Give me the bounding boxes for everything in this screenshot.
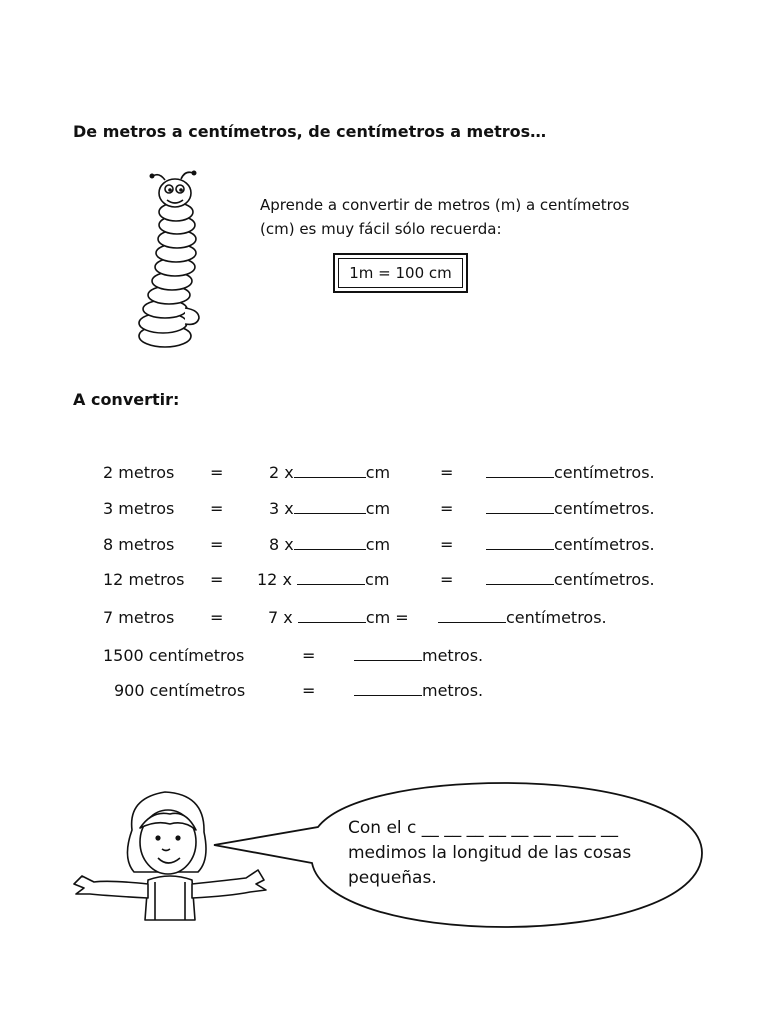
row-4-equals-2: = [440,570,454,589]
row-4-factor: 12 x cm [257,570,390,589]
row-2-equals-2: = [440,499,454,518]
speech-bubble-text [348,816,631,891]
intro-line-2: (cm) es muy fácil sólo recuerda: [260,220,502,238]
row-3-blank-2[interactable] [486,535,554,550]
row-5-left: 7 metros [103,608,175,627]
row-1-equals: = [210,463,224,482]
row-5-blank-2[interactable] [438,608,506,623]
reverse-row-2-left: 900 centímetros [114,681,246,700]
row-5-factor: 7 x cm = [268,608,409,627]
row-1-equals-2: = [440,463,454,482]
worksheet-title: De metros a centímetros, de centímetros a metros… [73,122,547,141]
row-4-left: 12 metros [103,570,185,589]
row-3-blank-1[interactable] [294,535,366,550]
speech-line-2: medimos la longitud de las cosas [348,843,632,863]
row-4-result: centímetros. [486,570,655,589]
row-3-factor: 8 x cm [269,535,391,554]
reverse-row-1-blank[interactable] [354,646,422,661]
row-3-result: centímetros. [486,535,655,554]
row-2-equals: = [210,499,224,518]
row-4-blank-1[interactable] [297,570,365,585]
row-1-blank-2[interactable] [486,463,554,478]
intro-line-1: Aprende a convertir de metros (m) a centímetros [260,196,630,214]
speech-line-1: Con el c __ __ __ __ __ __ __ __ __ [348,818,619,838]
reverse-row-2-result: metros. [354,681,483,700]
row-2-result: centímetros. [486,499,655,518]
section-heading: A convertir: [73,390,180,409]
caterpillar-illustration [135,168,215,356]
row-3-equals: = [210,535,224,554]
row-2-left: 3 metros [103,499,175,518]
row-1-factor: 2 x cm [269,463,391,482]
row-2-blank-2[interactable] [486,499,554,514]
row-5-result: centímetros. [438,608,607,627]
conversion-rule-text: 1m = 100 cm [338,258,463,288]
row-1-result: centímetros. [486,463,655,482]
intro-text [260,193,650,241]
row-2-factor: 3 x cm [269,499,391,518]
row-3-left: 8 metros [103,535,175,554]
reverse-row-1-result: metros. [354,646,483,665]
reverse-row-2-equals: = [302,681,316,700]
row-3-equals-2: = [440,535,454,554]
row-5-equals: = [210,608,224,627]
row-4-blank-2[interactable] [486,570,554,585]
row-1-blank-1[interactable] [294,463,366,478]
row-1-left: 2 metros [103,463,175,482]
reverse-row-1-left: 1500 centímetros [103,646,245,665]
reverse-row-1-equals: = [302,646,316,665]
row-5-blank-1[interactable] [298,608,366,623]
row-2-blank-1[interactable] [294,499,366,514]
row-4-equals: = [210,570,224,589]
speech-line-3: pequeñas. [348,868,437,888]
reverse-row-2-blank[interactable] [354,681,422,696]
conversion-rule-box [333,253,468,293]
